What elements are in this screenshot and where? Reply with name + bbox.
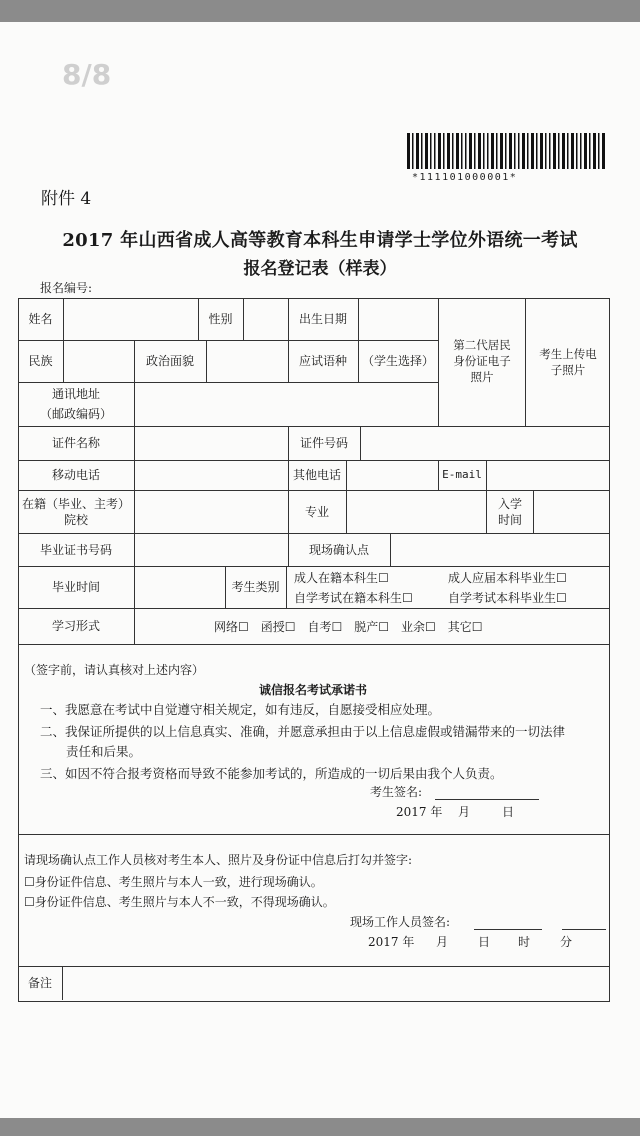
col-divider [286,566,287,608]
label-gender: 性别 [208,312,233,326]
col-divider [63,298,64,382]
top-bar [0,0,640,22]
confirm-date-year: 2017 年 [368,935,415,949]
pledge-date-day: 日 [502,805,515,819]
pledge-item: 二、我保证所提供的以上信息真实、准确，并愿意承担由于以上信息虚假或错漏带来的一切法律 [40,724,566,739]
pre-sign-note: （签字前，请认真核对上述内容） [24,663,205,677]
col-divider [134,382,135,644]
candidate-signature-label: 考生签名: [370,785,423,799]
staff-signature-line[interactable] [562,929,606,930]
label-id-doc-name: 证件名称 [51,436,100,450]
col-divider [486,490,487,533]
label-address: 通讯地址 [51,387,100,401]
candidate-type-option[interactable]: 成人应届本科毕业生☐ [448,571,567,585]
document-title: 2017 年山西省成人高等教育本科生申请学士学位外语统一考试 [62,230,578,251]
pledge-date-month: 月 [458,805,471,819]
row-divider [18,834,609,835]
label-upload-photo: 考生上传电子照片 [539,347,597,377]
study-form-options[interactable]: 网络☐ 函授☐ 自考☐ 脱产☐ 业余☐ 其它☐ [214,620,483,634]
col-divider [346,490,347,533]
label-email: E-mail [442,468,482,481]
staff-signature-line[interactable] [474,929,542,930]
label-enroll-time: 入学时间 [497,497,522,527]
col-divider [243,298,244,340]
attachment-label: 附件 4 [41,189,92,209]
row-divider [18,382,438,383]
col-divider [62,966,63,1000]
page-number: 8/8 [62,58,112,91]
col-divider [390,533,391,566]
label-exam-language: 应试语种 [298,354,347,368]
pledge-item-cont: 责任和后果。 [66,744,142,759]
pledge-title: 诚信报名考试承诺书 [258,683,367,697]
col-divider [533,490,534,533]
document-subtitle: 报名登记表（样表） [243,259,397,279]
confirm-option-match[interactable]: ☐身份证件信息、考生照片与本人一致，进行现场确认。 [24,875,323,889]
label-grad-time: 毕业时间 [51,580,100,594]
col-divider [346,460,347,490]
label-student-choice: （学生选择） [361,354,434,368]
registration-form-table [18,298,610,1002]
col-divider [486,460,487,490]
label-candidate-type: 考生类别 [231,580,280,594]
candidate-type-option[interactable]: 自学考试在籍本科生☐ [294,591,413,605]
label-postcode: （邮政编码） [39,407,112,421]
confirm-date-minute: 分 [560,935,573,949]
label-remarks: 备注 [27,976,52,990]
pledge-date-year: 2017 年 [396,805,443,819]
candidate-type-option[interactable]: 自学考试本科毕业生☐ [448,591,567,605]
label-study-form: 学习形式 [51,619,100,633]
confirm-option-mismatch[interactable]: ☐身份证件信息、考生照片与本人不一致，不得现场确认。 [24,895,335,909]
registration-number-label: 报名编号: [40,281,93,295]
label-name: 姓名 [28,312,53,326]
col-divider [438,298,439,426]
label-confirm-site: 现场确认点 [308,542,369,557]
bottom-bar [0,1118,640,1136]
confirm-instruction: 请现场确认点工作人员核对考生本人、照片及身份证中信息后打勾并签字: [24,853,413,867]
row-divider [18,966,609,967]
col-divider [360,426,361,460]
label-major: 专业 [304,504,329,519]
candidate-type-option[interactable]: 成人在籍本科生☐ [294,571,389,585]
label-ethnicity: 民族 [28,354,53,368]
label-id-doc-number: 证件号码 [299,436,348,450]
col-divider [206,340,207,382]
col-divider [525,298,526,426]
label-birth-date: 出生日期 [298,312,347,326]
label-id-photo: 第二代居民身份证电子照片 [453,338,511,384]
confirm-date-day: 日 [478,935,491,949]
staff-signature-label: 现场工作人员签名: [350,915,451,929]
barcode-number: *11110100000​1* [412,172,518,183]
label-school: 在籍（毕业、主考）院校 [21,497,130,527]
row-divider [18,644,609,645]
pledge-item: 三、如因不符合报考资格而导致不能参加考试的，所造成的一切后果由我个人负责。 [40,766,503,781]
label-other-phone: 其他电话 [292,468,341,482]
pledge-item: 一、我愿意在考试中自觉遵守相关规定，如有违反，自愿接受相应处理。 [40,702,441,717]
signature-line[interactable] [435,799,539,800]
confirm-date-hour: 时 [518,935,531,949]
confirm-date-month: 月 [436,935,449,949]
label-mobile: 移动电话 [51,468,100,482]
label-diploma-number: 毕业证书号码 [39,542,112,557]
barcode-image [407,133,607,169]
label-political-status: 政治面貌 [145,354,194,368]
